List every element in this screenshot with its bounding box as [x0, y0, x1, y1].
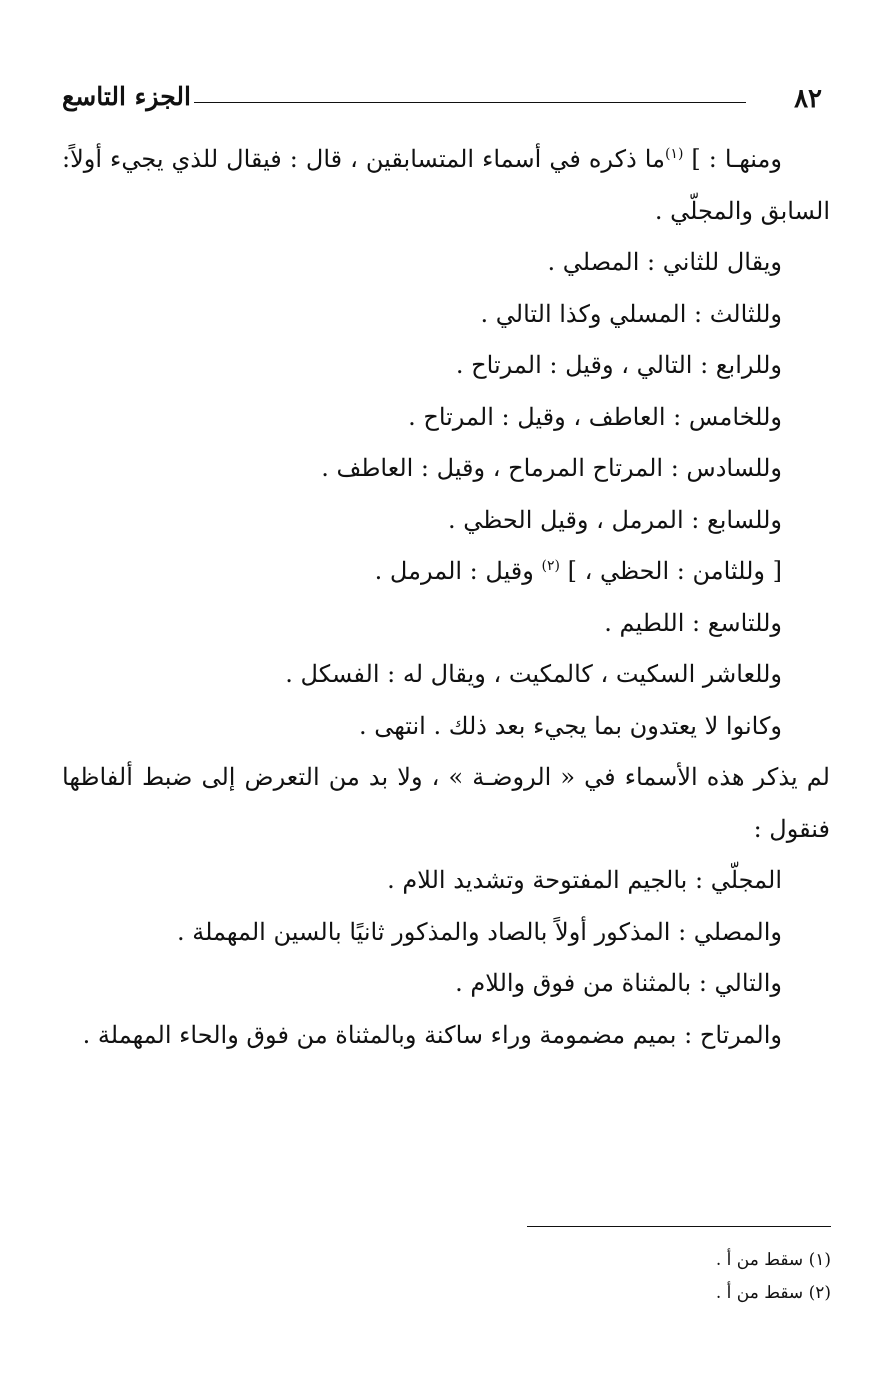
- page-header: [62, 80, 830, 124]
- paragraph-third: وللثالث : المسلي وكذا التالي .: [480, 299, 782, 328]
- paragraph-fourth: وللرابع : التالي ، وقيل : المرتاح .: [455, 351, 782, 379]
- paragraph-second: ويقال للثاني : المصلي .: [547, 248, 782, 276]
- paragraph-note-musalli: والمصلي : المذكور أولاً بالصاد والمذكور ثانيًا بالسين المهملة .: [176, 917, 782, 946]
- text-fragment: ومنهـا : ]: [683, 145, 782, 173]
- paragraph-closing-quote: وكانوا لا يعتدون بما يجيء بعد ذلك . انتهى .: [358, 711, 782, 740]
- paragraph-ninth: وللتاسع : اللطيم .: [604, 608, 782, 637]
- paragraph-sixth: وللسادس : المرتاح المرماح ، وقيل : العاطف .: [321, 454, 782, 482]
- main-text: [62, 134, 830, 1061]
- paragraph-tenth: وللعاشر السكيت ، كالمكيت ، ويقال له : الفسكل .: [285, 660, 782, 688]
- paragraph-seventh: وللسابع : المرمل ، وقيل الحظي .: [447, 505, 782, 534]
- paragraph-note-mujalli: المجلّي : بالجيم المفتوحة وتشديد اللام .: [387, 866, 782, 894]
- page-number: ٨٢: [794, 84, 822, 114]
- paragraph-eighth: [62, 546, 830, 598]
- footnote-marker-1: (١): [664, 146, 684, 162]
- text-fragment: وقيل : المرمل .: [374, 557, 542, 585]
- running-title: الجزء التاسع: [62, 82, 191, 111]
- footnote-separator: [527, 1226, 831, 1227]
- paragraph-note-murtah: والمرتاح : بميم مضمومة وراء ساكنة وبالمثناة من فوق والحاء المهملة .: [82, 1020, 782, 1049]
- text-fragment: ما ذكره في أسماء المتسابقين ، قال : فيقال للذي يجيء أولاً: السابق والمجلّي .: [62, 145, 830, 225]
- footnotes: [431, 1244, 831, 1310]
- paragraph-note-tali: والتالي : بالمثناة من فوق واللام .: [455, 969, 782, 997]
- paragraph-fifth: وللخامس : العاطف ، وقيل : المرتاح .: [408, 402, 782, 431]
- paragraph-intro: [62, 134, 830, 237]
- header-rule: [194, 102, 746, 103]
- paragraph-commentary: لم يذكر هذه الأسماء في « الروضـة » ، ولا بد من التعرض إلى ضبط ألفاظها فنقول :: [62, 763, 830, 843]
- footnote-2: (٢) سقط من أ .: [715, 1283, 831, 1303]
- text-fragment: [ وللثامن : الحظي ، ]: [559, 557, 782, 585]
- footnote-1: (١) سقط من أ .: [715, 1250, 831, 1270]
- footnote-marker-2: (٢): [541, 558, 560, 574]
